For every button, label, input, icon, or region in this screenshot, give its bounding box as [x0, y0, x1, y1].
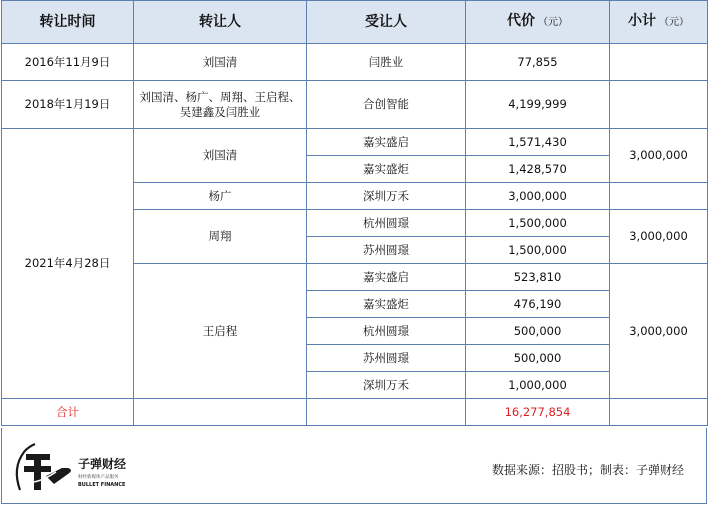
price-cell: 500,000 — [466, 318, 610, 345]
logo-tagline: 财经新媒体产品服务 — [78, 475, 119, 480]
date-cell: 2018年1月19日 — [2, 81, 134, 129]
header-transferee: 受让人 — [307, 1, 466, 44]
price-cell: 4,199,999 — [466, 81, 610, 129]
price-cell: 1,571,430 — [466, 129, 610, 156]
transferee-cell: 嘉实盛炬 — [307, 291, 466, 318]
transferee-cell: 嘉实盛启 — [307, 264, 466, 291]
transferee-cell: 闫胜业 — [307, 44, 466, 81]
header-date: 转让时间 — [2, 1, 134, 44]
transferee-cell: 合创智能 — [307, 81, 466, 129]
total-subtotal-cell — [610, 399, 708, 426]
price-unit: （元） — [538, 17, 568, 28]
subtotal-cell — [610, 81, 708, 129]
transferor-cell: 杨广 — [134, 183, 307, 210]
subtotal-cell: 3,000,000 — [610, 264, 708, 399]
transferor-cell: 周翔 — [134, 210, 307, 264]
logo-mark — [24, 454, 51, 490]
transferor-cell: 刘国清 — [134, 129, 307, 183]
total-transferor-cell — [134, 399, 307, 426]
transferee-cell: 深圳万禾 — [307, 183, 466, 210]
header-price: 代价 （元） — [466, 1, 610, 44]
transferee-cell: 杭州圆璟 — [307, 210, 466, 237]
subtotal-cell — [610, 183, 708, 210]
subtotal-cell — [610, 44, 708, 81]
transferor-cell: 刘国清 — [134, 44, 307, 81]
header-row — [2, 1, 708, 44]
date-cell: 2021年4月28日 — [2, 129, 134, 399]
table-row — [2, 129, 708, 156]
transferor-cell: 刘国清、杨广、周翔、王启程、吴建鑫及闫胜业 — [134, 81, 307, 129]
subtotal-cell: 3,000,000 — [610, 210, 708, 264]
footer — [1, 428, 707, 504]
price-cell: 1,500,000 — [466, 237, 610, 264]
logo-en: BULLET FINANCE — [78, 482, 126, 488]
price-cell: 1,500,000 — [466, 210, 610, 237]
source-note: 数据来源：招股书；制表：子弹财经 — [491, 463, 684, 477]
table-row — [2, 44, 708, 81]
transferee-cell: 嘉实盛炬 — [307, 156, 466, 183]
logo-name: 子弹财经 — [78, 457, 127, 471]
date-cell: 2016年11月9日 — [2, 44, 134, 81]
transferee-cell: 苏州圆璟 — [307, 345, 466, 372]
table-row — [2, 81, 708, 129]
transferee-cell: 嘉实盛启 — [307, 129, 466, 156]
price-cell: 1,000,000 — [466, 372, 610, 399]
header-subtotal: 小计 （元） — [610, 1, 708, 44]
total-transferee-cell — [307, 399, 466, 426]
subtotal-unit: （元） — [659, 17, 689, 28]
price-cell: 500,000 — [466, 345, 610, 372]
price-cell: 77,855 — [466, 44, 610, 81]
price-cell: 523,810 — [466, 264, 610, 291]
price-cell: 476,190 — [466, 291, 610, 318]
subtotal-cell: 3,000,000 — [610, 129, 708, 183]
price-cell: 3,000,000 — [466, 183, 610, 210]
transferee-cell: 苏州圆璟 — [307, 237, 466, 264]
header-transferor: 转让人 — [134, 1, 307, 44]
transferor-cell: 王启程 — [134, 264, 307, 399]
bullet-finance-logo — [10, 438, 160, 498]
equity-transfer-table — [1, 0, 708, 426]
price-cell: 1,428,570 — [466, 156, 610, 183]
transferee-cell: 杭州圆璟 — [307, 318, 466, 345]
total-price: 16,277,854 — [466, 399, 610, 426]
total-label: 合计 — [2, 399, 134, 426]
transferee-cell: 深圳万禾 — [307, 372, 466, 399]
total-row — [2, 399, 708, 426]
